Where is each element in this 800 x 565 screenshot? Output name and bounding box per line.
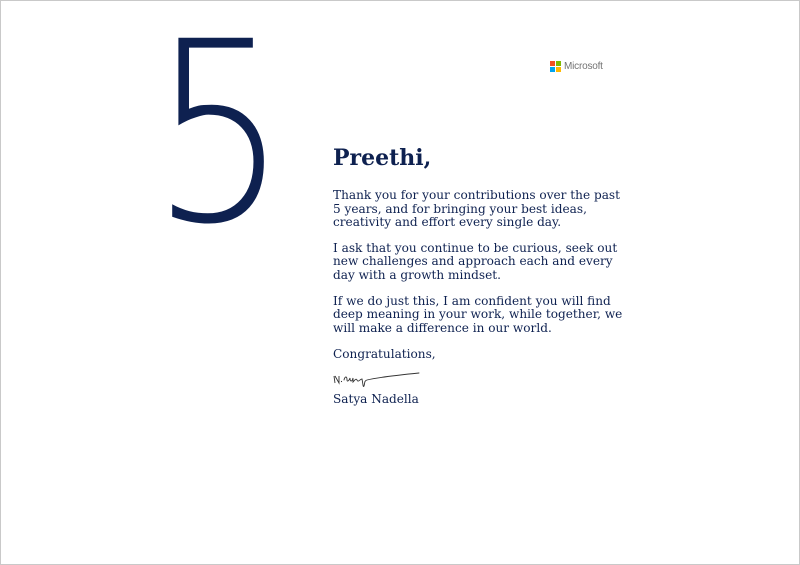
letter-signer: Satya Nadella bbox=[333, 392, 419, 407]
letter-greeting: Preethi, bbox=[333, 145, 432, 171]
letter-closing: Congratulations, bbox=[333, 347, 436, 362]
microsoft-logo bbox=[550, 61, 603, 72]
letter-body bbox=[333, 144, 623, 406]
letter-paragraph-2: I ask that you continue to be curious, seek out new challenges and approach each and every day with a growth mindset. bbox=[333, 240, 618, 282]
logo-square-red bbox=[550, 61, 555, 66]
microsoft-wordmark: Microsoft bbox=[564, 61, 603, 72]
anniversary-number: 5 bbox=[151, 0, 283, 279]
logo-square-yellow bbox=[556, 67, 561, 72]
letter-paragraph-3: If we do just this, I am confident you will find deep meaning in your work, while together, we will make a difference in our world. bbox=[333, 293, 623, 335]
signature-image bbox=[333, 366, 423, 388]
letter-paragraph-1: Thank you for your contributions over the past 5 years, and for bringing your best ideas, creativity and effort every single day. bbox=[333, 188, 620, 230]
logo-square-blue bbox=[550, 67, 555, 72]
logo-square-green bbox=[556, 61, 561, 66]
microsoft-squares-icon bbox=[550, 61, 561, 72]
